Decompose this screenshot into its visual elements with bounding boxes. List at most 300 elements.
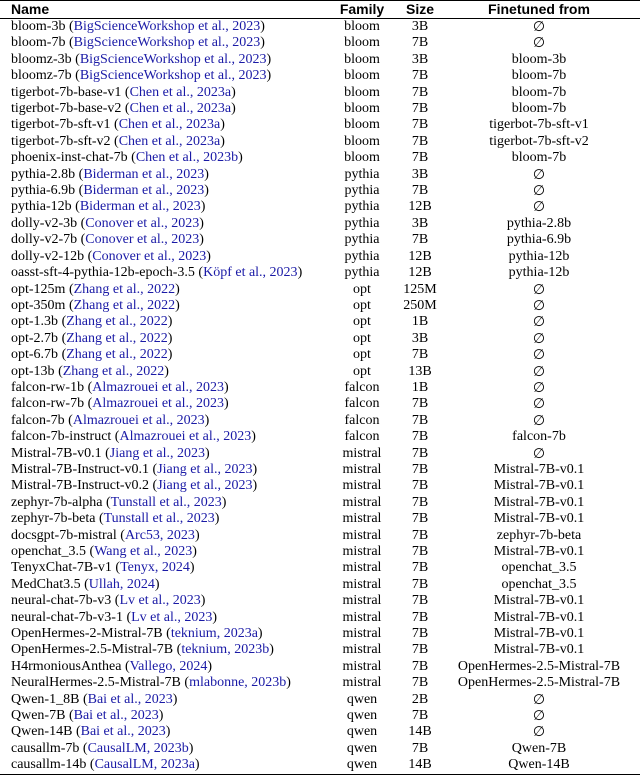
table-row: [0, 610, 640, 626]
family-cell: bloom: [344, 117, 380, 133]
model-name: opt-13b: [11, 363, 55, 379]
size-cell: 12B: [408, 265, 432, 281]
empty-set-icon: ∅: [532, 412, 546, 429]
finetuned-from-cell: pythia-12b: [508, 265, 570, 281]
model-name: falcon-7b: [11, 412, 65, 428]
family-cell: mistral: [342, 544, 382, 559]
size-cell: 7B: [411, 478, 429, 494]
family-cell: mistral: [342, 511, 382, 527]
size-cell: 7B: [411, 429, 429, 445]
empty-set-icon: ∅: [532, 708, 546, 725]
finetuned-from-cell: Qwen-7B: [511, 740, 567, 756]
finetuned-from-cell: bloom-7b: [511, 150, 567, 166]
family-cell: mistral: [342, 445, 382, 461]
model-name: opt-125m: [11, 281, 66, 297]
citation-link[interactable]: Zhang et al., 2022: [66, 314, 168, 330]
empty-set-icon: ∅: [532, 199, 546, 216]
citation-link[interactable]: Tenyx, 2024: [120, 560, 190, 576]
table-row: [0, 560, 640, 576]
size-cell: 1B: [411, 379, 429, 395]
model-name: bloomz-7b: [11, 68, 72, 84]
table-row: [0, 462, 640, 478]
model-name-cell: neural-chat-7b-v3 (Lv et al., 2023): [11, 593, 206, 609]
table-row: [0, 659, 640, 675]
table-row: [0, 757, 640, 774]
model-name-cell: dolly-v2-12b (Conover et al., 2023): [11, 248, 211, 264]
table-row: [0, 692, 640, 708]
size-cell: 3B: [411, 51, 429, 67]
citation-link[interactable]: Zhang et al., 2022: [62, 363, 165, 379]
model-name-cell: openchat_3.5 (Wang et al., 2023): [11, 544, 197, 559]
family-cell: mistral: [342, 527, 382, 543]
model-name-cell: MedChat3.5 (Ullah, 2024): [11, 576, 160, 592]
citation-link[interactable]: BigScienceWorkshop et al., 2023: [73, 19, 261, 34]
family-cell: falcon: [344, 429, 380, 445]
size-cell: 7B: [411, 101, 429, 117]
model-name-cell: bloom-3b (BigScienceWorkshop et al., 2023): [11, 19, 265, 34]
family-cell: mistral: [342, 560, 382, 576]
empty-set-icon: ∅: [532, 363, 546, 380]
citation-link[interactable]: BigScienceWorkshop et al., 2023: [79, 51, 267, 67]
citation-link[interactable]: Chen et al., 2023a: [118, 133, 221, 149]
model-name-cell: tigerbot-7b-sft-v1 (Chen et al., 2023a): [11, 117, 225, 133]
model-name-cell: dolly-v2-7b (Conover et al., 2023): [11, 232, 204, 248]
size-cell: 7B: [411, 445, 429, 461]
citation-link[interactable]: Bai et al., 2023: [80, 724, 166, 740]
table-row: [0, 593, 640, 609]
family-cell: bloom: [344, 150, 380, 166]
citation-link[interactable]: Jiang et al., 2023: [157, 461, 253, 477]
finetuned-from-cell: Mistral-7B-v0.1: [493, 461, 585, 477]
family-cell: opt: [353, 314, 371, 330]
finetuned-from-cell: Mistral-7B-v0.1: [493, 593, 585, 609]
size-cell: 7B: [411, 396, 429, 412]
citation-link[interactable]: CausalLM, 2023b: [87, 740, 189, 756]
size-cell: 1B: [411, 314, 429, 330]
model-name-cell: H4rmoniousAnthea (Vallego, 2024): [11, 658, 213, 674]
model-name: OpenHermes-2.5-Mistral-7B: [11, 642, 174, 658]
model-name: zephyr-7b-alpha: [11, 494, 103, 510]
finetuned-from-cell: tigerbot-7b-sft-v2: [489, 133, 589, 149]
model-name: neural-chat-7b-v3-1: [11, 609, 123, 625]
model-name: opt-2.7b: [11, 330, 59, 346]
model-name-cell: pythia-6.9b (Biderman et al., 2023): [11, 183, 209, 199]
family-cell: pythia: [344, 248, 380, 264]
family-cell: bloom: [344, 51, 380, 67]
family-cell: bloom: [344, 35, 380, 51]
empty-set-icon: ∅: [532, 183, 546, 200]
model-name: openchat_3.5: [11, 544, 87, 559]
table-row: [0, 183, 640, 199]
model-name-cell: neural-chat-7b-v3-1 (Lv et al., 2023): [11, 609, 218, 625]
finetuned-from-cell: Qwen-14B: [508, 757, 570, 773]
empty-set-icon: ∅: [532, 35, 546, 52]
table-row: [0, 642, 640, 658]
table-row: [0, 364, 640, 380]
table-header-row: [0, 1, 640, 19]
model-name: TenyxChat-7B-v1: [11, 560, 112, 576]
family-cell: pythia: [344, 232, 380, 248]
size-cell: 7B: [411, 560, 429, 576]
finetuned-from-cell: bloom-7b: [511, 68, 567, 84]
empty-set-icon: ∅: [532, 379, 546, 396]
finetuned-from-cell: zephyr-7b-beta: [496, 527, 582, 543]
size-cell: 14B: [408, 724, 432, 740]
size-cell: 7B: [411, 576, 429, 592]
finetuned-from-cell: pythia-6.9b: [506, 232, 572, 248]
model-name: OpenHermes-2-Mistral-7B: [11, 626, 163, 642]
model-name-cell: falcon-7b-instruct (Almazrouei et al., 2023): [11, 429, 256, 445]
size-cell: 7B: [411, 183, 429, 199]
model-name-cell: oasst-sft-4-pythia-12b-epoch-3.5 (Köpf et al., 2023): [11, 265, 303, 281]
model-name: bloom-7b: [11, 35, 66, 51]
table-row: [0, 232, 640, 248]
citation-link[interactable]: Chen et al., 2023b: [135, 150, 239, 166]
model-name-cell: pythia-2.8b (Biderman et al., 2023): [11, 166, 209, 182]
citation-link[interactable]: Biderman et al., 2023: [79, 199, 201, 215]
finetuned-from-cell: bloom-3b: [511, 51, 567, 67]
citation-link[interactable]: Arc53, 2023: [124, 527, 195, 543]
model-name-cell: opt-2.7b (Zhang et al., 2022): [11, 330, 173, 346]
model-name: bloom-3b: [11, 19, 66, 34]
table-row: [0, 314, 640, 330]
model-name-cell: Qwen-14B (Bai et al., 2023): [11, 724, 171, 740]
size-cell: 3B: [411, 166, 429, 182]
model-name: tigerbot-7b-base-v2: [11, 101, 122, 117]
model-name: opt-1.3b: [11, 314, 59, 330]
size-cell: 7B: [411, 68, 429, 84]
table-row: [0, 85, 640, 101]
family-cell: qwen: [346, 708, 378, 724]
table-row: [0, 35, 640, 51]
citation-link[interactable]: teknium, 2023a: [170, 626, 258, 642]
citation-link[interactable]: CausalLM, 2023a: [94, 757, 195, 773]
family-cell: bloom: [344, 68, 380, 84]
size-cell: 7B: [411, 626, 429, 642]
finetuned-from-cell: pythia-2.8b: [506, 215, 572, 231]
family-cell: mistral: [342, 593, 382, 609]
model-name-cell: falcon-rw-1b (Almazrouei et al., 2023): [11, 379, 229, 395]
model-name: H4rmoniousAnthea: [11, 658, 122, 674]
size-cell: 7B: [411, 544, 429, 559]
table-row: [0, 528, 640, 544]
model-name: pythia-2.8b: [11, 166, 76, 182]
size-cell: 7B: [411, 35, 429, 51]
model-name: Mistral-7B-Instruct-v0.2: [11, 478, 150, 494]
finetuned-from-cell: Mistral-7B-v0.1: [493, 544, 585, 559]
citation-link[interactable]: Almazrouei et al., 2023: [92, 396, 225, 412]
table-row: [0, 626, 640, 642]
header-name: Name: [11, 1, 50, 17]
model-name: dolly-v2-12b: [11, 248, 85, 264]
finetuned-from-cell: Mistral-7B-v0.1: [493, 642, 585, 658]
model-name-cell: Qwen-7B (Bai et al., 2023): [11, 708, 164, 724]
size-cell: 7B: [411, 593, 429, 609]
family-cell: mistral: [342, 576, 382, 592]
family-cell: opt: [353, 297, 371, 313]
finetuned-from-cell: OpenHermes-2.5-Mistral-7B: [457, 675, 621, 691]
table-row: [0, 544, 640, 560]
table-row: [0, 167, 640, 183]
model-name-cell: opt-350m (Zhang et al., 2022): [11, 297, 180, 313]
table-row: [0, 708, 640, 724]
citation-link[interactable]: Zhang et al., 2022: [66, 330, 168, 346]
finetuned-from-cell: Mistral-7B-v0.1: [493, 626, 585, 642]
citation-link[interactable]: Tunstall et al., 2023: [110, 494, 222, 510]
size-cell: 7B: [411, 740, 429, 756]
empty-set-icon: ∅: [532, 691, 546, 708]
family-cell: pythia: [344, 265, 380, 281]
size-cell: 3B: [411, 215, 429, 231]
family-cell: opt: [353, 330, 371, 346]
finetuned-from-cell: pythia-12b: [508, 248, 570, 264]
citation-link[interactable]: Lv et al., 2023: [131, 609, 213, 625]
family-cell: qwen: [346, 691, 378, 707]
table-row: [0, 19, 640, 36]
table-row: [0, 577, 640, 593]
model-name-cell: opt-13b (Zhang et al., 2022): [11, 363, 169, 379]
size-cell: 13B: [408, 363, 432, 379]
citation-link[interactable]: Vallego, 2024: [129, 658, 208, 674]
citation-link[interactable]: Chen et al., 2023a: [129, 101, 232, 117]
empty-set-icon: ∅: [532, 445, 546, 462]
model-name-cell: causallm-7b (CausalLM, 2023b): [11, 740, 194, 756]
family-cell: qwen: [346, 757, 378, 773]
model-name: pythia-6.9b: [11, 183, 76, 199]
size-cell: 7B: [411, 658, 429, 674]
size-cell: 7B: [411, 232, 429, 248]
model-name-cell: dolly-v2-3b (Conover et al., 2023): [11, 215, 204, 231]
model-name-cell: opt-125m (Zhang et al., 2022): [11, 281, 180, 297]
family-cell: mistral: [342, 626, 382, 642]
size-cell: 7B: [411, 609, 429, 625]
model-name-cell: zephyr-7b-alpha (Tunstall et al., 2023): [11, 494, 227, 510]
table-row: [0, 429, 640, 445]
citation-link[interactable]: Biderman et al., 2023: [83, 183, 205, 199]
family-cell: mistral: [342, 658, 382, 674]
model-name-cell: falcon-7b (Almazrouei et al., 2023): [11, 412, 210, 428]
empty-set-icon: ∅: [532, 281, 546, 298]
citation-link[interactable]: Chen et al., 2023a: [118, 117, 221, 133]
model-name: tigerbot-7b-sft-v1: [11, 117, 111, 133]
family-cell: mistral: [342, 494, 382, 510]
model-name: tigerbot-7b-base-v1: [11, 84, 122, 100]
citation-link[interactable]: BigScienceWorkshop et al., 2023: [73, 35, 261, 51]
table-row: [0, 265, 640, 281]
model-name-cell: tigerbot-7b-sft-v2 (Chen et al., 2023a): [11, 133, 225, 149]
model-name: opt-6.7b: [11, 347, 59, 363]
citation-link[interactable]: Conover et al., 2023: [92, 248, 207, 264]
model-name: causallm-7b: [11, 740, 80, 756]
model-name: bloomz-3b: [11, 51, 72, 67]
header-family: Family: [339, 1, 385, 17]
empty-set-icon: ∅: [532, 330, 546, 347]
model-name-cell: bloomz-3b (BigScienceWorkshop et al., 2023): [11, 51, 272, 67]
model-name: docsgpt-7b-mistral: [11, 527, 117, 543]
model-name-cell: bloomz-7b (BigScienceWorkshop et al., 2023): [11, 68, 272, 84]
empty-set-icon: ∅: [532, 166, 546, 183]
table-row: [0, 413, 640, 429]
citation-link[interactable]: Lv et al., 2023: [119, 593, 201, 609]
citation-link[interactable]: Jiang et al., 2023: [109, 445, 206, 461]
model-name: opt-350m: [11, 297, 66, 313]
model-name: dolly-v2-3b: [11, 215, 78, 231]
header-size: Size: [405, 1, 434, 17]
citation-link[interactable]: BigScienceWorkshop et al., 2023: [79, 68, 267, 84]
family-cell: qwen: [346, 724, 378, 740]
empty-set-icon: ∅: [532, 19, 546, 35]
family-cell: mistral: [342, 675, 382, 691]
model-name: pythia-12b: [11, 199, 72, 215]
citation-link[interactable]: Biderman et al., 2023: [83, 166, 205, 182]
size-cell: 7B: [411, 133, 429, 149]
family-cell: opt: [353, 347, 371, 363]
family-cell: falcon: [344, 412, 380, 428]
citation-link[interactable]: Tunstall et al., 2023: [103, 511, 215, 527]
model-name-cell: zephyr-7b-beta (Tunstall et al., 2023): [11, 511, 220, 527]
size-cell: 7B: [411, 675, 429, 691]
model-name-cell: Mistral-7B-Instruct-v0.1 (Jiang et al., 2023): [11, 461, 258, 477]
family-cell: mistral: [342, 478, 382, 494]
table-row: [0, 380, 640, 396]
size-cell: 7B: [411, 708, 429, 724]
table-row: [0, 216, 640, 232]
family-cell: mistral: [342, 642, 382, 658]
citation-link[interactable]: Almazrouei et al., 2023: [72, 412, 205, 428]
table-row: [0, 396, 640, 412]
finetuned-from-cell: Mistral-7B-v0.1: [493, 511, 585, 527]
model-name-cell: bloom-7b (BigScienceWorkshop et al., 2023): [11, 35, 265, 51]
family-cell: bloom: [344, 133, 380, 149]
citation-link[interactable]: Zhang et al., 2022: [66, 347, 168, 363]
citation-link[interactable]: Wang et al., 2023: [94, 544, 193, 559]
size-cell: 7B: [411, 642, 429, 658]
model-name: tigerbot-7b-sft-v2: [11, 133, 111, 149]
model-name: Mistral-7B-v0.1: [11, 445, 102, 461]
finetuned-from-cell: openchat_3.5: [501, 560, 577, 576]
table-row: [0, 675, 640, 691]
table-row: [0, 134, 640, 150]
model-name: Qwen-1_8B: [11, 691, 80, 707]
size-cell: 7B: [411, 461, 429, 477]
finetuned-from-cell: bloom-7b: [511, 84, 567, 100]
model-name-cell: pythia-12b (Biderman et al., 2023): [11, 199, 206, 215]
model-name: falcon-rw-7b: [11, 396, 85, 412]
table-row: [0, 347, 640, 363]
model-name-cell: falcon-rw-7b (Almazrouei et al., 2023): [11, 396, 229, 412]
table-row: [0, 150, 640, 166]
model-name-cell: tigerbot-7b-base-v1 (Chen et al., 2023a): [11, 84, 236, 100]
finetuned-from-cell: Mistral-7B-v0.1: [493, 494, 585, 510]
citation-link[interactable]: Jiang et al., 2023: [157, 478, 253, 494]
finetuned-from-cell: bloom-7b: [511, 101, 567, 117]
finetuned-from-cell: falcon-7b: [512, 429, 566, 445]
citation-link[interactable]: Köpf et al., 2023: [203, 265, 298, 281]
model-name: phoenix-inst-chat-7b: [11, 150, 128, 166]
family-cell: opt: [353, 281, 371, 297]
family-cell: falcon: [344, 379, 380, 395]
family-cell: bloom: [344, 101, 380, 117]
model-name: zephyr-7b-beta: [11, 511, 96, 527]
citation-link[interactable]: Conover et al., 2023: [85, 215, 200, 231]
empty-set-icon: ∅: [532, 396, 546, 413]
empty-set-icon: ∅: [532, 724, 546, 741]
citation-link[interactable]: Conover et al., 2023: [85, 232, 200, 248]
table-row: [0, 199, 640, 215]
size-cell: 250M: [403, 297, 437, 313]
family-cell: pythia: [344, 166, 380, 182]
size-cell: 7B: [411, 150, 429, 166]
size-cell: 12B: [408, 199, 432, 215]
header-finetuned-from: Finetuned from: [488, 1, 590, 17]
table-row: [0, 52, 640, 68]
model-name: Qwen-14B: [11, 724, 73, 740]
citation-link[interactable]: Almazrouei et al., 2023: [92, 379, 225, 395]
size-cell: 7B: [411, 527, 429, 543]
model-name-cell: NeuralHermes-2.5-Mistral-7B (mlabonne, 2023b): [11, 675, 291, 691]
citation-link[interactable]: Bai et al., 2023: [87, 691, 173, 707]
model-name: MedChat3.5: [11, 576, 81, 592]
size-cell: 7B: [411, 84, 429, 100]
model-name-cell: opt-1.3b (Zhang et al., 2022): [11, 314, 173, 330]
model-name: falcon-7b-instruct: [11, 429, 112, 445]
empty-set-icon: ∅: [532, 347, 546, 364]
model-name: NeuralHermes-2.5-Mistral-7B: [11, 675, 181, 691]
citation-link[interactable]: Chen et al., 2023a: [129, 84, 232, 100]
citation-link[interactable]: Bai et al., 2023: [73, 708, 159, 724]
table-row: [0, 117, 640, 133]
size-cell: 7B: [411, 117, 429, 133]
table-row: [0, 282, 640, 298]
family-cell: mistral: [342, 461, 382, 477]
model-name: Qwen-7B: [11, 708, 66, 724]
citation-link[interactable]: Ullah, 2024: [88, 576, 155, 592]
model-name: oasst-sft-4-pythia-12b-epoch-3.5: [11, 265, 195, 281]
family-cell: bloom: [344, 84, 380, 100]
table-row: [0, 101, 640, 117]
citation-link[interactable]: Almazrouei et al., 2023: [119, 429, 252, 445]
citation-link[interactable]: Zhang et al., 2022: [73, 297, 176, 313]
model-name-cell: Mistral-7B-Instruct-v0.2 (Jiang et al., 2023): [11, 478, 258, 494]
model-name-cell: OpenHermes-2-Mistral-7B (teknium, 2023a): [11, 626, 263, 642]
citation-link[interactable]: teknium, 2023b: [181, 642, 270, 658]
empty-set-icon: ∅: [532, 314, 546, 331]
table-row: [0, 741, 640, 757]
citation-link[interactable]: mlabonne, 2023b: [189, 675, 287, 691]
table-row: [0, 446, 640, 462]
size-cell: 7B: [411, 347, 429, 363]
size-cell: 3B: [411, 19, 429, 34]
model-name-cell: opt-6.7b (Zhang et al., 2022): [11, 347, 173, 363]
family-cell: bloom: [344, 19, 380, 34]
citation-link[interactable]: Zhang et al., 2022: [73, 281, 176, 297]
family-cell: qwen: [346, 740, 378, 756]
model-name-cell: tigerbot-7b-base-v2 (Chen et al., 2023a): [11, 101, 236, 117]
family-cell: falcon: [344, 396, 380, 412]
family-cell: pythia: [344, 183, 380, 199]
size-cell: 7B: [411, 412, 429, 428]
model-name: falcon-rw-1b: [11, 379, 85, 395]
model-name-cell: causallm-14b (CausalLM, 2023a): [11, 757, 200, 773]
size-cell: 7B: [411, 511, 429, 527]
model-name: causallm-14b: [11, 757, 87, 773]
model-name-cell: Qwen-1_8B (Bai et al., 2023): [11, 691, 178, 707]
size-cell: 3B: [411, 330, 429, 346]
table-row: [0, 298, 640, 314]
table-row: [0, 478, 640, 494]
empty-set-icon: ∅: [532, 297, 546, 314]
finetuned-from-cell: tigerbot-7b-sft-v1: [489, 117, 589, 133]
